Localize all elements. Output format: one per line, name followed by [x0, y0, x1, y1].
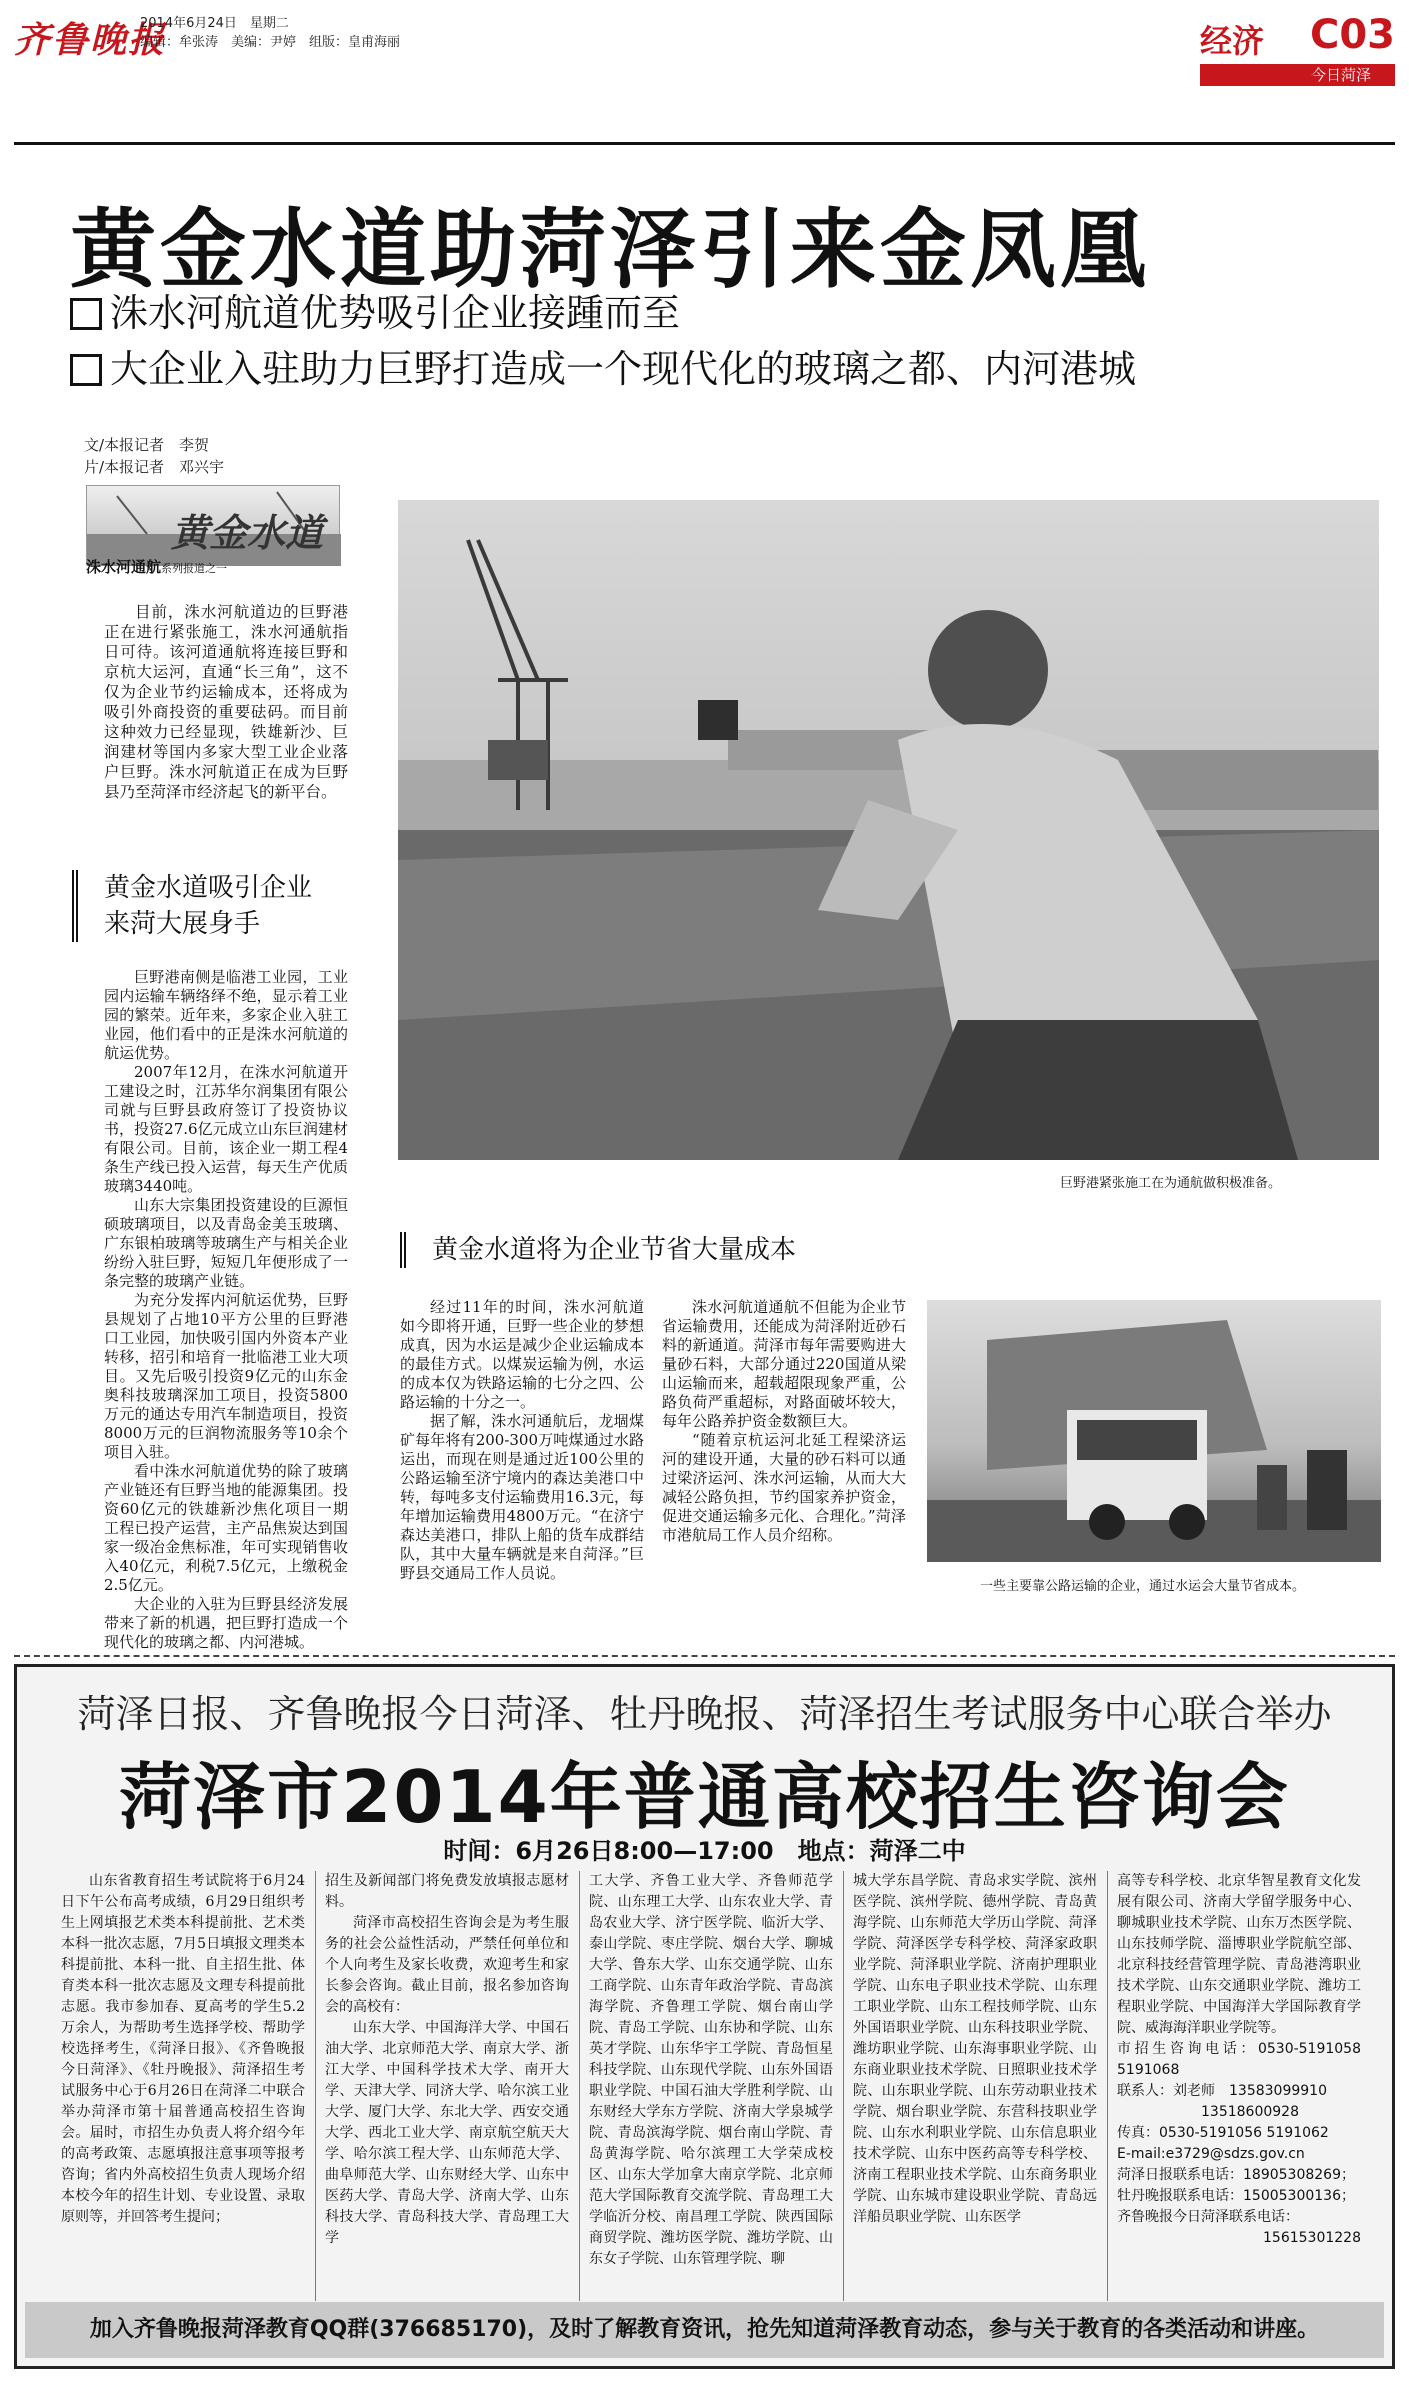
section1-title-a: 黄金水道吸引企业 — [104, 873, 313, 903]
ad-col-3-text: 工大学、齐鲁工业大学、齐鲁师范学院、山东理工大学、山东农业大学、青岛农业大学、济宁医学院、临沂大学、泰山学院、枣庄学院、烟台大学、聊城大学、鲁东大学、山东交通学院、山东工商学院、山东青年政治学院、青岛滨海学院、齐鲁理工学院、烟台南山学院、青岛工学院、山东协和学院、山东英才学院、山东华宇工学院、青岛恒星科技学院、山东现代学院、山东外国语职业学院、中国石油大学胜利学院、山东财经大学东方学院、济南大学泉城学院、青岛滨海学院、烟台南山学院、青岛黄海学院、哈尔滨理工大学荣成校区、山东大学加拿大南京学院、北京师范大学国际教育交流学院、青岛理工大学临沂分校、南昌理工学院、陕西国际商贸学院、潍坊医学院、潍坊学院、山东女子学院、山东管理学院、聊 — [589, 1873, 833, 2267]
section1-para: 为充分发挥内河航运优势，巨野县规划了占地10平方公里的巨野港口工业园，加快吸引国内外资本产业转移，招引和培育一批临港工业大项目。又先后吸引投资9亿元的山东金奥科技玻璃深加工项目，投资5800万元的通达专用汽车制造项目，投资8000万元的巨润物流服务等10余个项目入驻。 — [104, 1291, 348, 1461]
admissions-ad — [14, 1664, 1395, 2369]
ad-title: 菏泽市2014年普通高校招生咨询会 — [119, 1755, 1290, 1839]
section1-para: 大企业的入驻为巨野县经济发展带来了新的机遇，把巨野打造成一个现代化的玻璃之都、内河港城。 — [104, 1595, 348, 1651]
ad-col-divider — [315, 1871, 316, 2301]
top-rule — [14, 142, 1395, 145]
staff-line: 编辑：牟张涛 美编：尹婷 组版：皇甫海丽 — [140, 35, 401, 50]
truck-photo-art — [927, 1300, 1381, 1562]
ad-col-4-text: 城大学东昌学院、青岛求实学院、滨州医学院、滨州学院、德州学院、青岛黄海学院、山东师范大学历山学院、菏泽学院、菏泽医学专科学校、菏泽家政职业学院、菏泽职业学院、济南护理职业学院、山东电子职业技术学院、山东理工职业学院、山东工程技师学院、山东外国语职业学院、山东科技职业学院、潍坊职业学院、山东海事职业学院、山东商业职业技术学院、日照职业技术学院、山东职业学院、山东劳动职业技术学院、烟台职业学院、东营科技职业学院、山东水利职业学院、山东信息职业技术学院、山东中医药高等专科学校、济南工程职业技术学院、山东商务职业学院、山东城市建设职业学院、青岛远洋船员职业学院、山东医学 — [853, 1873, 1097, 2225]
ad-col-5-text: 高等专科学校、北京华智星教育文化发展有限公司、济南大学留学服务中心、聊城职业技术学院、山东万杰医学院、山东技师学院、淄博职业学院航空部、北京科技经营管理学院、青岛港湾职业技术学院、山东交通职业学院、潍坊工程职业学院、中国海洋大学国际教育学院、威海海洋职业学院等。 — [1117, 1873, 1361, 2036]
subhead-2-text: 大企业入驻助力巨野打造成一个现代化的玻璃之都、内河港城 — [110, 347, 1137, 391]
section-label — [1200, 8, 1395, 86]
section2-para: 洙水河航道通航不但能为企业节省运输费用，还能成为菏泽附近砂石料的新通道。菏泽市每年需要购进大量砂石料，大部分通过220国道从梁山运输而来，超载超限现象严重，公路负荷严重超标，对路面破坏较大，每年公路养护资金数额巨大。 — [662, 1298, 906, 1430]
contact-line: 齐鲁晚报今日菏泽联系电话： — [1117, 2209, 1299, 2225]
checkbox-bullet-icon — [70, 354, 102, 386]
section-name: 经济 — [1200, 22, 1265, 60]
contact-line: 联系人：刘老师 13583099910 — [1117, 2083, 1327, 2099]
byline-text: 文/本报记者 李贺 — [84, 436, 210, 454]
section1-title-b: 来菏大展身手 — [104, 909, 261, 939]
lead-text: 目前，洙水河航道边的巨野港正在进行紧张施工，洙水河通航指日可待。该河道通航将连接巨野和京杭大运河，直通“长三角”，这不仅为企业节约运输成本，还将成为吸引外商投资的重要砝码。而目前这种效力已经显现，铁雄新沙、巨润建材等国内多家大型工业企业落户巨野。洙水河航道正在成为巨野县乃至菏泽市经济起飞的新平台。 — [104, 603, 348, 801]
series-caption-main: 洙水河通航 — [86, 558, 162, 576]
contact-line: 传真：0530-5191056 5191062 — [1117, 2125, 1329, 2141]
contact-line: 13518600928 — [1201, 2104, 1299, 2120]
section1-para: 山东大宗集团投资建设的巨源恒硕玻璃项目，以及青岛金美玉玻璃、广东银柏玻璃等玻璃生产与相关企业纷纷入驻巨野，短短几年便形成了一条完整的玻璃产业链。 — [104, 1196, 348, 1290]
ad-col-2-list: 山东大学、中国海洋大学、中国石油大学、北京师范大学、南京大学、浙江大学、中国科学技术大学、南开大学、天津大学、同济大学、哈尔滨工业大学、厦门大学、东北大学、西安交通大学、西北工业大学、南京航空航天大学、哈尔滨工程大学、山东师范大学、曲阜师范大学、山东财经大学、山东中医药大学、青岛大学、济南大学、山东科技大学、青岛科技大学、青岛理工大学 — [325, 2020, 569, 2246]
section2-para: 经过11年的时间，洙水河航道如今即将开通，巨野一些企业的梦想成真，因为水运是减少企业运输成本的最佳方式。以煤炭运输为例，水运的成本仅为铁路运输的七分之四、公路运输的十分之一。 — [400, 1298, 644, 1411]
lead-paragraph — [104, 602, 348, 802]
ad-time-place: 时间：6月26日8:00—17:00 地点：菏泽二中 — [443, 1837, 966, 1865]
ad-contacts — [1117, 2039, 1375, 2249]
truck-photo — [927, 1300, 1381, 1562]
ad-col-divider — [843, 1871, 844, 2301]
section1-para: 巨野港南侧是临港工业园，工业园内运输车辆络绎不绝，显示着工业园的繁荣。近年来，多家企业入驻工业园，他们看中的正是洙水河航道的航运优势。 — [104, 968, 348, 1062]
series-caption-small: 系列报道之一 — [161, 562, 228, 575]
truck-photo-caption: 一些主要靠公路运输的企业，通过水运会大量节省成本。 — [980, 1579, 1306, 1594]
section2-col2 — [662, 1298, 906, 1638]
contact-line: 牡丹晚报联系电话：15005300136； — [1117, 2188, 1355, 2204]
ad-col-divider — [1107, 1871, 1108, 2301]
section-sub: 今日菏泽 — [1200, 64, 1395, 86]
headline: 黄金水道助菏泽引来金凤凰 — [70, 200, 1150, 300]
main-photo — [398, 500, 1379, 1160]
section2-para: 据了解，洙水河通航后，龙堌煤矿每年将有200-300万吨煤通过水路运出，而现在则是通过近100公里的公路运输至济宁境内的森达美港口中转，每吨多支付运输费用16.3元，每年增加运输费用4800万元。“在济宁森达美港口，排队上船的货车成群结队，其中大量车辆就是来自菏泽。”巨野县交通局工作人员说。 — [400, 1412, 644, 1582]
series-logo — [86, 485, 340, 565]
ad-col-2-text: 招生及新闻部门将免费发放填报志愿材料。 — [325, 1873, 569, 1910]
ad-col-3 — [589, 1871, 833, 2270]
dashed-divider — [14, 1655, 1395, 1657]
byline-photo: 片/本报记者 邓兴宇 — [84, 458, 225, 476]
page-number: C03 — [1309, 12, 1395, 58]
series-caption — [86, 556, 227, 577]
contact-line: 15615301228 — [1263, 2230, 1361, 2246]
section2-heading — [400, 1232, 880, 1268]
subhead-2 — [70, 338, 1136, 393]
ad-col-divider — [579, 1871, 580, 2301]
main-photo-art — [398, 500, 1379, 1160]
section1-para: 看中洙水河航道优势的除了玻璃产业链还有巨野当地的能源集团。投资60亿元的铁雄新沙焦化项目一期工程已投产运营，主产品焦炭达到国家一级冶金焦标准，年可实现销售收入40亿元，利税7.5亿元，上缴税金2.5亿元。 — [104, 1462, 348, 1594]
ad-col-2-text: 菏泽市高校招生咨询会是为考生服务的社会公益性活动，严禁任何单位和个人向考生及家长收费，欢迎考生和家长参会咨询。截止目前，报名参加咨询会的高校有： — [325, 1915, 569, 2015]
contact-line: 菏泽日报联系电话：18905308269； — [1117, 2167, 1355, 2183]
ad-col-5 — [1117, 1871, 1375, 2249]
header-meta — [140, 14, 400, 52]
ad-footer-banner: 加入齐鲁晚报菏泽教育QQ群(376685170)，及时了解教育资讯，抢先知道菏泽教育动态，参与关于教育的各类活动和讲座。 — [25, 2302, 1384, 2358]
checkbox-bullet-icon — [70, 298, 102, 330]
newspaper-logo: 齐鲁晚报 — [14, 19, 167, 61]
byline — [84, 434, 224, 478]
subhead-1-text: 洙水河航道优势吸引企业接踵而至 — [110, 291, 681, 335]
section1-body — [104, 968, 348, 1651]
subhead-1 — [70, 282, 680, 337]
ad-col-1-text: 山东省教育招生考试院将于6月24日下午公布高考成绩，6月29日组织考生上网填报艺术类本科提前批、艺术类本科一批次志愿，7月5日填报文理类本科提前批、本科一批、自主招生批、体育类本科一批次志愿及文理专科提前批志愿。我市参加春、夏高考的学生5.2万余人，为帮助考生选择学校、帮助学校选择考生，《菏泽日报》、《齐鲁晚报今日菏泽》、《牡丹晚报》、菏泽招生考试服务中心于6月26日在菏泽二中联合举办菏泽市第十届普通高校招生咨询会。届时，市招生办负责人将介绍今年的高考政策、志愿填报注意事项等报考咨询；省内外高校招生负责人现场介绍本校今年的招生计划、专业设置、录取原则等，并回答考生提问； — [61, 1873, 305, 2225]
section2-para: “随着京杭运河北延工程梁济运河的建设开通，大量的砂石料可以通过梁济运河、洙水河运输，从而大大减轻公路负担，节约国家养护资金，促进交通运输多元化、合理化。”菏泽市港航局工作人员介绍称。 — [662, 1431, 906, 1544]
section2-col1 — [400, 1298, 644, 1638]
main-photo-caption: 巨野港紧张施工在为通航做积极准备。 — [1060, 1176, 1282, 1191]
ad-col-1 — [61, 1871, 305, 2228]
section1-para: 2007年12月，在洙水河航道开工建设之时，江苏华尔润集团有限公司就与巨野县政府签订了投资协议书，投资27.6亿元成立山东巨润建材有限公司。目前，该企业一期工程4条生产线已投入运营，每天生产优质玻璃3440吨。 — [104, 1063, 348, 1195]
ad-col-2 — [325, 1871, 569, 2249]
ad-col-4 — [853, 1871, 1097, 2228]
contact-line: 市招生咨询电话：0530-5191058 5191068 — [1117, 2041, 1375, 2078]
contact-line: E-mail:e3729@sdzs.gov.cn — [1117, 2146, 1305, 2162]
section1-heading — [72, 870, 348, 942]
series-logo-text: 黄金水道 — [171, 510, 324, 555]
section2-title: 黄金水道将为企业节省大量成本 — [432, 1235, 797, 1265]
ad-organizers: 菏泽日报、齐鲁晚报今日菏泽、牡丹晚报、菏泽招生考试服务中心联合举办 — [77, 1692, 1332, 1736]
date-line: 2014年6月24日 星期二 — [140, 16, 289, 31]
